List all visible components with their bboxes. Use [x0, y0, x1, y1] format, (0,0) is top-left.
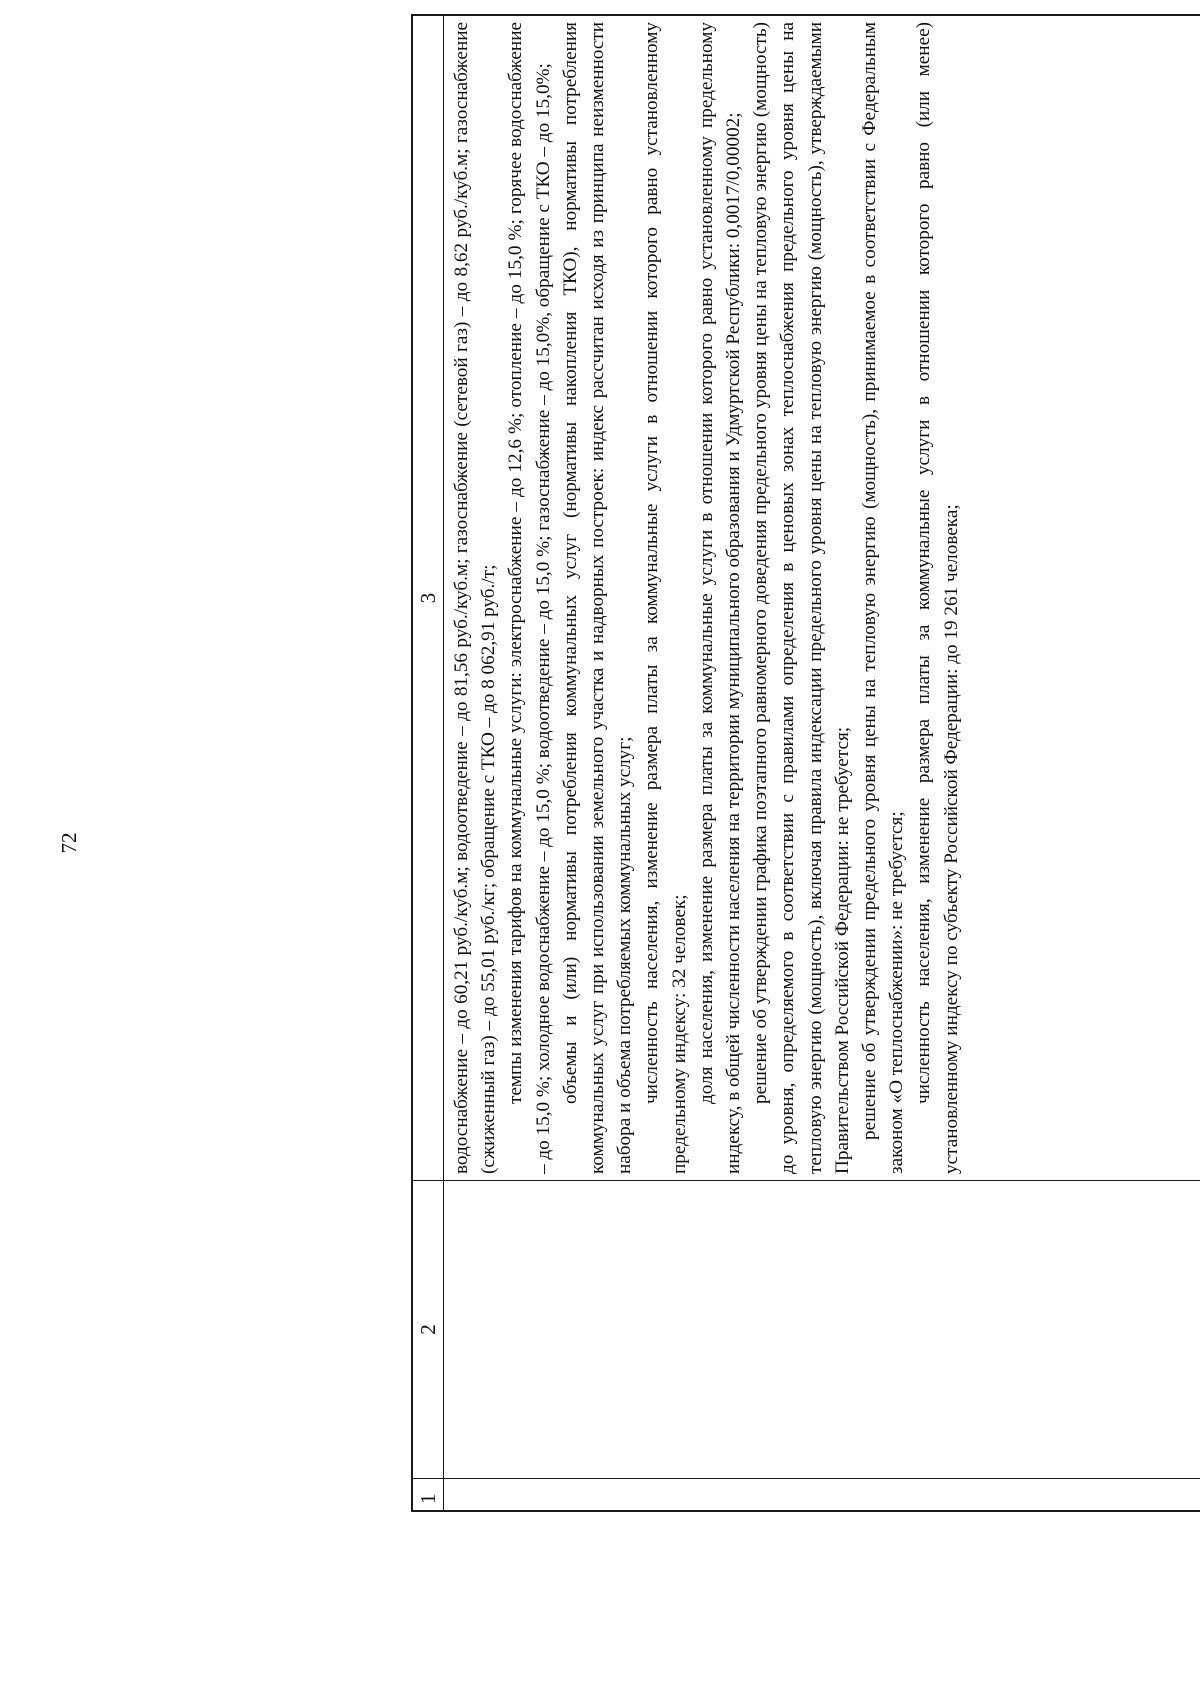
paragraph-population-below-index: численность населения, изменение размера платы за коммунальные услуги в отношении которого равно (или менее) установленному индексу по субъекту Российской Федерации: до 19 261 человека; — [913, 22, 962, 1174]
cell-column-2 — [444, 1180, 1200, 1478]
table-header-row — [413, 16, 444, 1510]
paragraph-population-equal-index: численность населения, изменение размера платы за коммунальные услуги в отношении которого равно установленному предельному индексу: 32 человек; — [641, 22, 690, 1174]
table-row — [444, 16, 1200, 1510]
cell-column-3 — [444, 16, 1200, 1180]
column-header-1: 1 — [413, 1478, 443, 1510]
paragraph-heat-price-schedule: решение об утверждении графика поэтапного равномерного доведения предельного уровня цены на тепловую энергию (мощность) до уровня, определяемого в соответствии с правилами определения в ценовых зонах теплоснабжения предельного уровня цены на тепловую энергию (мощность), включая правила индексации предельного уровня цены на тепловую энергию (мощность), утверждаемыми Правительством Российской Федерации: не требуется; — [750, 22, 853, 1174]
cell-column-1 — [444, 1478, 1200, 1510]
page-number: 72 — [57, 832, 81, 854]
paragraph-tariff-growth-rates: темпы изменения тарифов на коммунальные услуги: электроснабжение – до 12,6 %; отопление – до 15,0 %; горячее водоснабжение – до 15,0 %; холодное водоснабжение – до 15,0 %; водоотведение – до 15,0 %; газоснабжение – до 15,0%, обращение с ТКО – до 15,0%; — [505, 22, 554, 1174]
paragraph-population-share: доля населения, изменение размера платы за коммунальные услуги в отношении которого равно установленному предельному индексу, в общей численности населения на территории муниципального образования и Удмуртской Республики: 0,0017/0,00002; — [695, 22, 745, 1174]
paragraph-tariffs-values: водоснабжение – до 60,21 руб./куб.м; водоотведение – до 81,56 руб./куб.м; газоснабжение (сетевой газ) – до 8,62 руб./куб.м; газоснабжение (сжиженный газ) – до 55,01 руб./кг; обращение с ТКО – до 8 062,91 руб./т; — [451, 22, 500, 1174]
document-table — [411, 14, 1200, 1512]
paragraph-consumption-norms: объемы и (или) нормативы потребления коммунальных услуг (нормативы накопления ТКО), нормативы потребления коммунальных услуг при использовании земельного участка и надворных построек: индекс рассчитан исходя из принципа неизменности набора и объема потребляемых коммунальных услуг; — [559, 22, 636, 1174]
column-header-3: 3 — [416, 592, 440, 604]
column-header-2: 2 — [413, 1180, 443, 1478]
paragraph-heat-price-limit: решение об утверждении предельного уровня цены на тепловую энергию (мощность), принимаемое в соответствии с Федеральным законом «О теплоснабжении»: не требуется; — [859, 22, 908, 1174]
